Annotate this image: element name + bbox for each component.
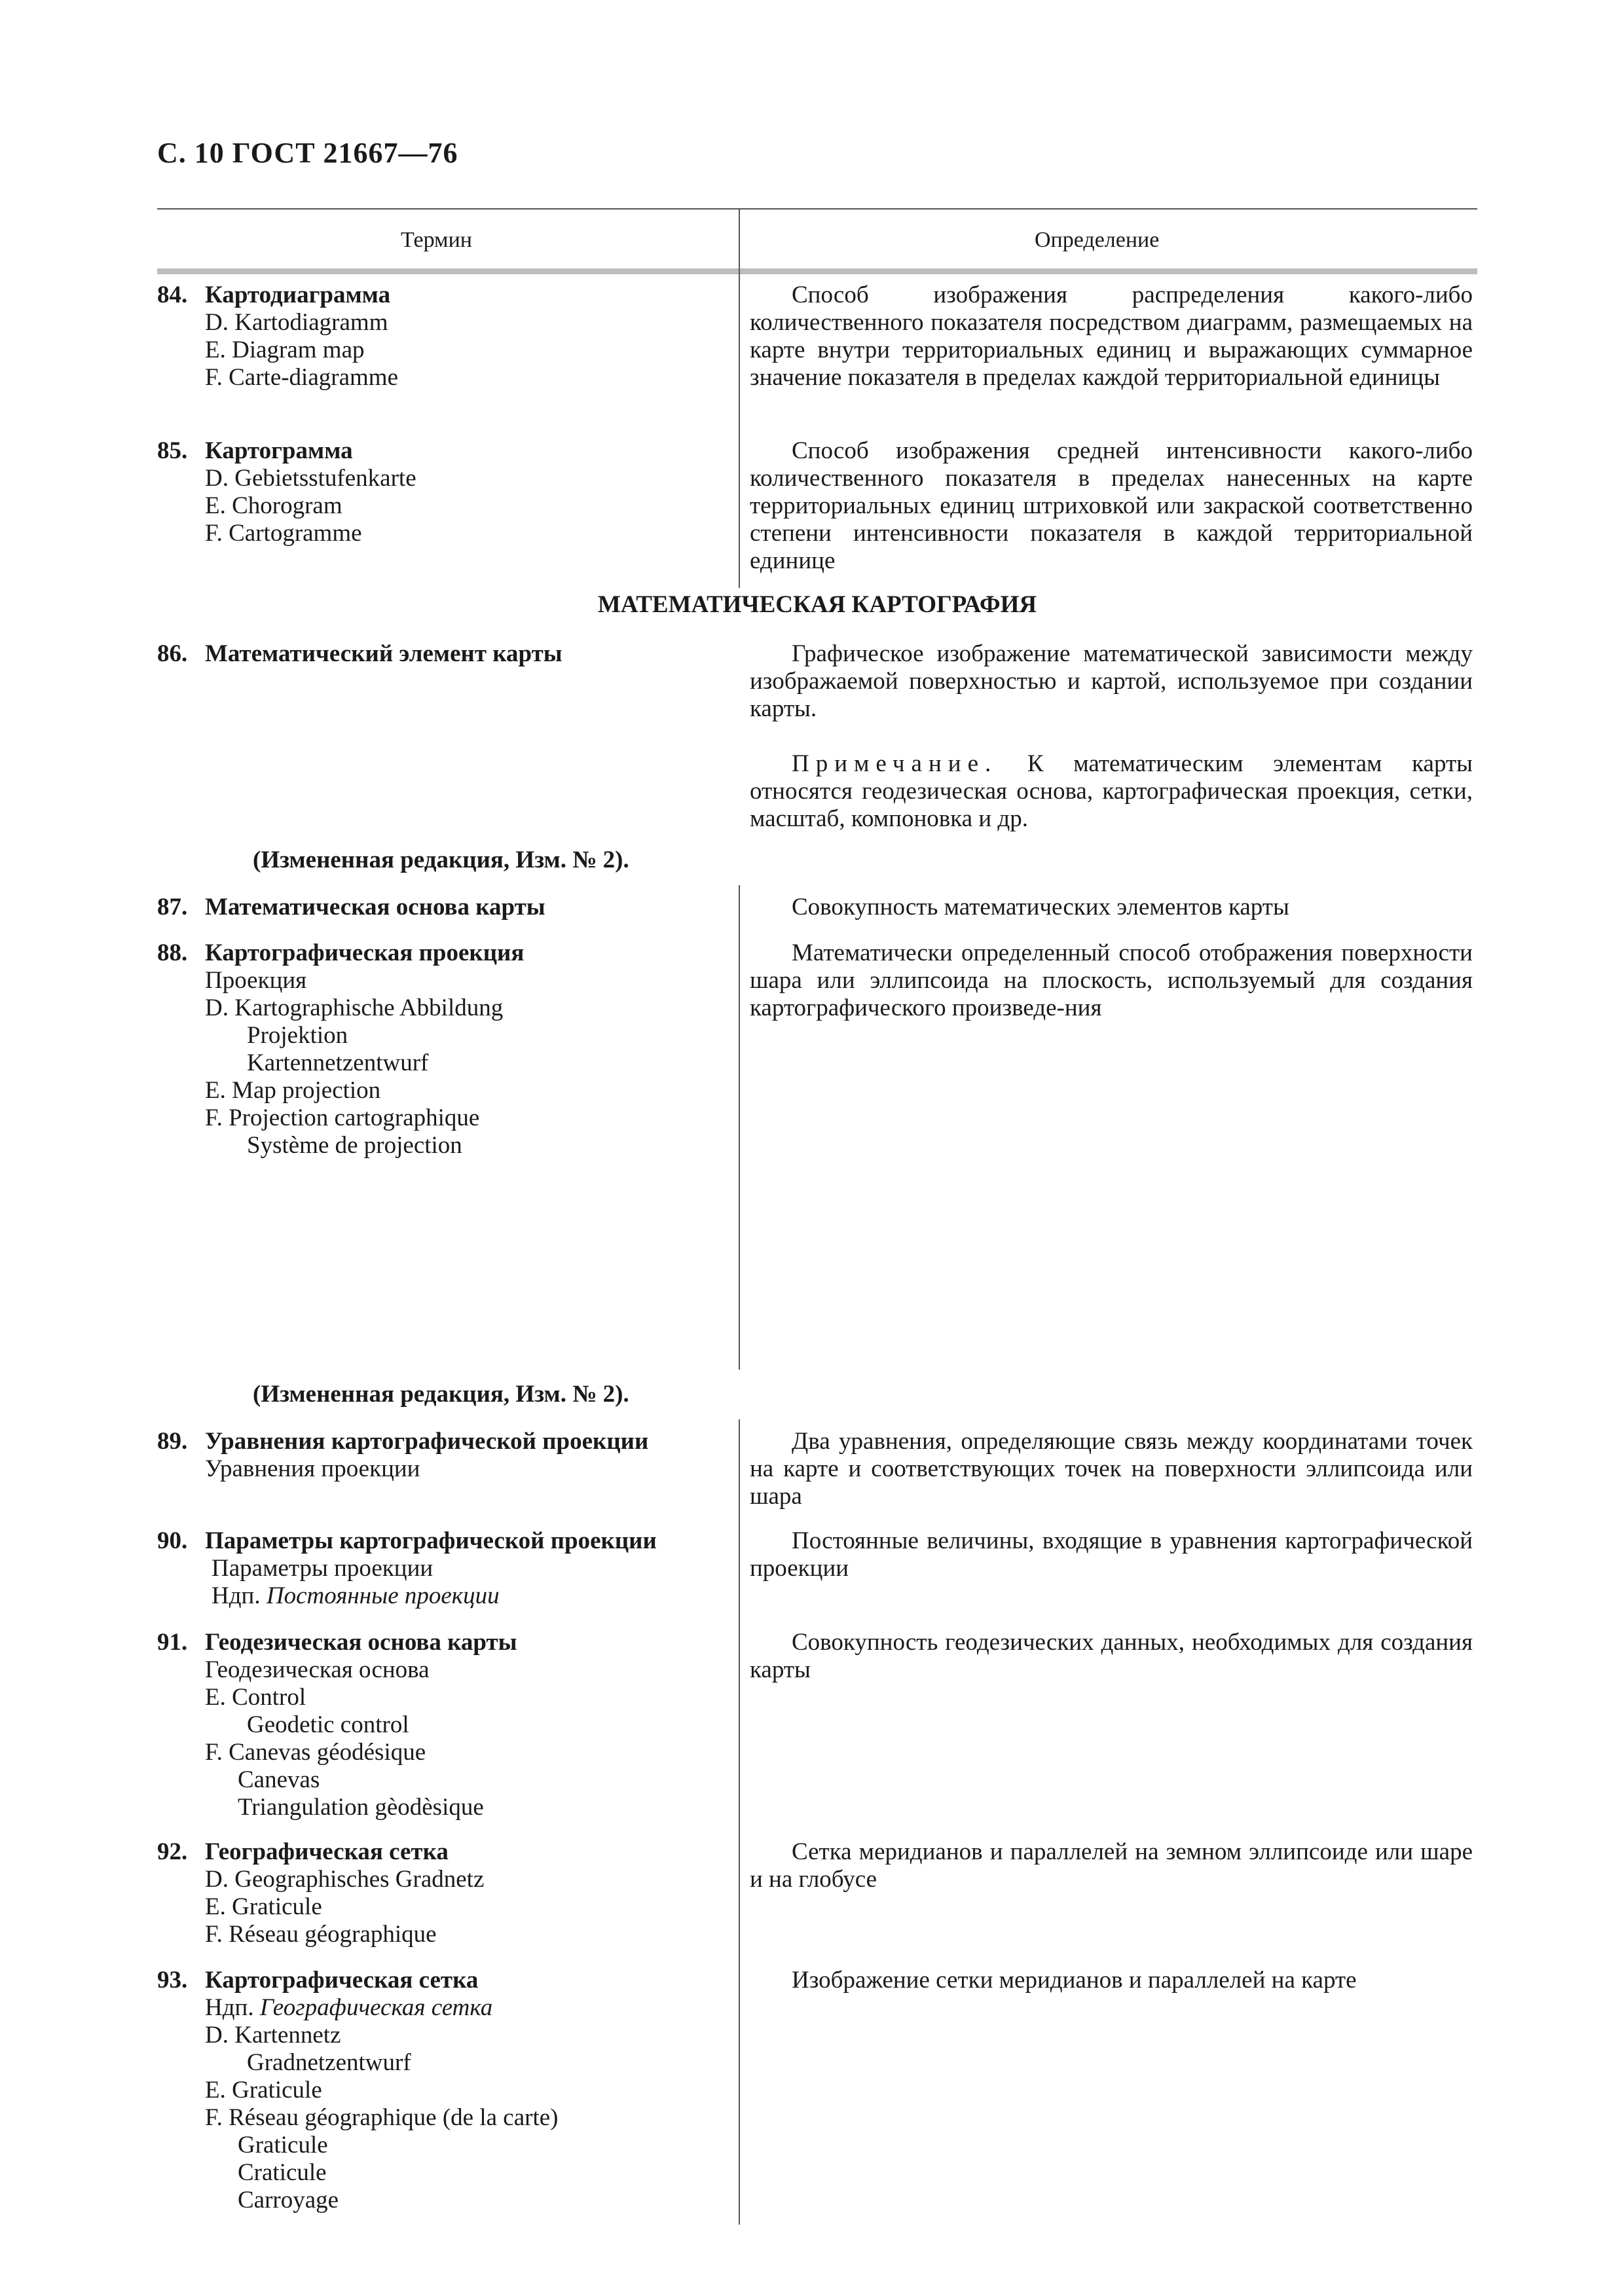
term-translation: Geodetic control [247, 1711, 409, 1738]
term-translation: E. Graticule [205, 1893, 322, 1920]
term-translation: E. Graticule [205, 2077, 322, 2104]
deprecated-label: Ндп. [212, 1582, 261, 1609]
term-name: Геодезическая основа карты [205, 1629, 517, 1656]
term-translation: Triangulation gèodèsique [238, 1794, 484, 1821]
term-translation: Graticule [238, 2132, 328, 2159]
definition-cell [750, 939, 1473, 1022]
column-header-definition: Определение [1035, 228, 1160, 252]
term-name: Географическая сетка [205, 1838, 449, 1865]
term-translation: Gradnetzentwurf [247, 2049, 411, 2076]
term-translation: E. Chorogram [205, 492, 342, 519]
term-translation: Carroyage [238, 2187, 339, 2214]
term-cell [157, 437, 729, 547]
term-translation: Canevas [238, 1766, 320, 1793]
deprecated-term: Постоянные проекции [266, 1582, 500, 1609]
amendment-note: (Измененная редакция, Изм. № 2). [253, 847, 629, 873]
header-rule [157, 268, 1477, 274]
definition-text: Совокупность математических элементов карты [792, 894, 1289, 920]
term-translation: Projektion [247, 1022, 348, 1049]
column-header-term: Термин [401, 228, 472, 252]
term-name: Параметры картографической проекции [205, 1527, 657, 1554]
definition-note [750, 750, 1473, 833]
definition-cell [750, 1527, 1473, 1582]
entry-number: 87. [157, 894, 188, 920]
term-translation: E. Control [205, 1684, 306, 1711]
note-label: Примечание. [792, 750, 998, 777]
term-name: Математический элемент карты [205, 640, 562, 667]
deprecated-label: Ндп. [205, 1994, 254, 2021]
term-translation: Système de projection [247, 1132, 462, 1159]
section-title: МАТЕМАТИЧЕСКАЯ КАРТОГРАФИЯ [597, 591, 1037, 618]
definition-cell [750, 1629, 1473, 1684]
term-cell [157, 282, 729, 392]
term-cell [157, 1428, 729, 1483]
definition-text: Два уравнения, определяющие связь между координатами точек на карте и соответствующих точек на поверхности эллипсоида или шара [750, 1428, 1473, 1510]
entry-number: 85. [157, 437, 188, 464]
definition-cell [750, 1428, 1473, 1510]
term-name: Уравнения картографической проекции [205, 1428, 649, 1455]
definition-text: Способ изображения средней интенсивности какого-либо количественного показателя в пределах нанесенных на карте территориальных единиц штриховкой или закраской соответственно степени интенсивности показателя в каждой территориальной единице [750, 437, 1473, 574]
term-name: Картодиаграмма [205, 282, 391, 308]
term-translation: F. Carte-diagramme [205, 364, 398, 391]
entry-number: 90. [157, 1527, 188, 1554]
term-translation: F. Projection cartographique [205, 1104, 480, 1131]
term-translation: F. Réseau géographique (de la carte) [205, 2104, 559, 2131]
term-translation: D. Kartographische Abbildung [205, 994, 504, 1021]
term-translation: E. Map projection [205, 1077, 381, 1104]
entry-number: 84. [157, 282, 188, 308]
term-translation: D. Gebietsstufenkarte [205, 465, 416, 492]
term-cell [157, 1629, 729, 1821]
definition-text: Совокупность геодезических данных, необходимых для создания карты [750, 1629, 1473, 1683]
term-name: Картограмма [205, 437, 353, 464]
term-translation: E. Diagram map [205, 337, 365, 363]
amendment-note: (Измененная редакция, Изм. № 2). [253, 1381, 629, 1408]
term-name: Картографическая сетка [205, 1967, 479, 1994]
column-divider [739, 1419, 740, 2225]
entry-number: 86. [157, 640, 188, 667]
definition-text: Графическое изображение математической зависимости между изображаемой поверхностью и картой, используемое при создании карты. [750, 640, 1473, 722]
term-translation: Craticule [238, 2159, 327, 2186]
entry-number: 91. [157, 1629, 188, 1656]
term-translation: D. Kartennetz [205, 2022, 341, 2049]
definition-cell [750, 894, 1473, 921]
definition-text: Математически определенный способ отображения поверхности шара или эллипсоида на плоскость, используемый для создания картографического произведе-ния [750, 939, 1473, 1021]
entry-number: 93. [157, 1967, 188, 1994]
term-synonym: Геодезическая основа [205, 1656, 430, 1683]
term-cell [157, 1527, 729, 1610]
definition-text: Сетка меридианов и параллелей на земном эллипсоиде или шаре и на глобусе [750, 1838, 1473, 1893]
definition-cell [750, 640, 1473, 833]
term-synonym: Уравнения проекции [205, 1455, 420, 1482]
entry-number: 92. [157, 1838, 188, 1865]
definition-cell [750, 1967, 1473, 1994]
term-translation: F. Réseau géographique [205, 1921, 437, 1948]
term-translation: D. Kartodiagramm [205, 309, 388, 336]
term-cell [157, 894, 729, 921]
term-synonym: Параметры проекции [212, 1555, 433, 1582]
term-cell [157, 1838, 729, 1948]
column-divider [739, 885, 740, 1370]
term-name: Математическая основа карты [205, 894, 545, 920]
term-cell [157, 939, 729, 1159]
term-translation: Kartennetzentwurf [247, 1049, 429, 1076]
entry-number: 88. [157, 939, 188, 966]
definition-cell [750, 1838, 1473, 1893]
note-text: К математическим элементам карты относятся геодезическая основа, картографическая проекция, сетки, масштаб, компоновка и др. [750, 750, 1473, 832]
column-divider [739, 208, 740, 588]
term-translation: D. Geographisches Gradnetz [205, 1866, 485, 1893]
term-name: Картографическая проекция [205, 939, 525, 966]
definition-text: Постоянные величины, входящие в уравнения картографической проекции [750, 1527, 1473, 1582]
term-translation: F. Cartogramme [205, 520, 362, 547]
page-header: С. 10 ГОСТ 21667—76 [157, 137, 458, 169]
definition-text: Изображение сетки меридианов и параллелей на карте [792, 1967, 1357, 1994]
term-deprecated [205, 1994, 729, 2022]
term-synonym: Проекция [205, 967, 307, 994]
definition-cell [750, 437, 1473, 575]
entry-number: 89. [157, 1428, 188, 1455]
term-deprecated [205, 1582, 729, 1610]
deprecated-term: Географическая сетка [259, 1994, 493, 2021]
term-translation: F. Canevas géodésique [205, 1739, 426, 1766]
table-top-rule [157, 208, 1477, 210]
definition-text: Способ изображения распределения какого-либо количественного показателя посредством диаграмм, размещаемых на карте внутри территориальных единиц и выражающих суммарное значение показателя в пределах каждой территориальной единицы [750, 282, 1473, 391]
term-cell [157, 640, 729, 668]
term-cell [157, 1967, 729, 2214]
definition-cell [750, 282, 1473, 392]
